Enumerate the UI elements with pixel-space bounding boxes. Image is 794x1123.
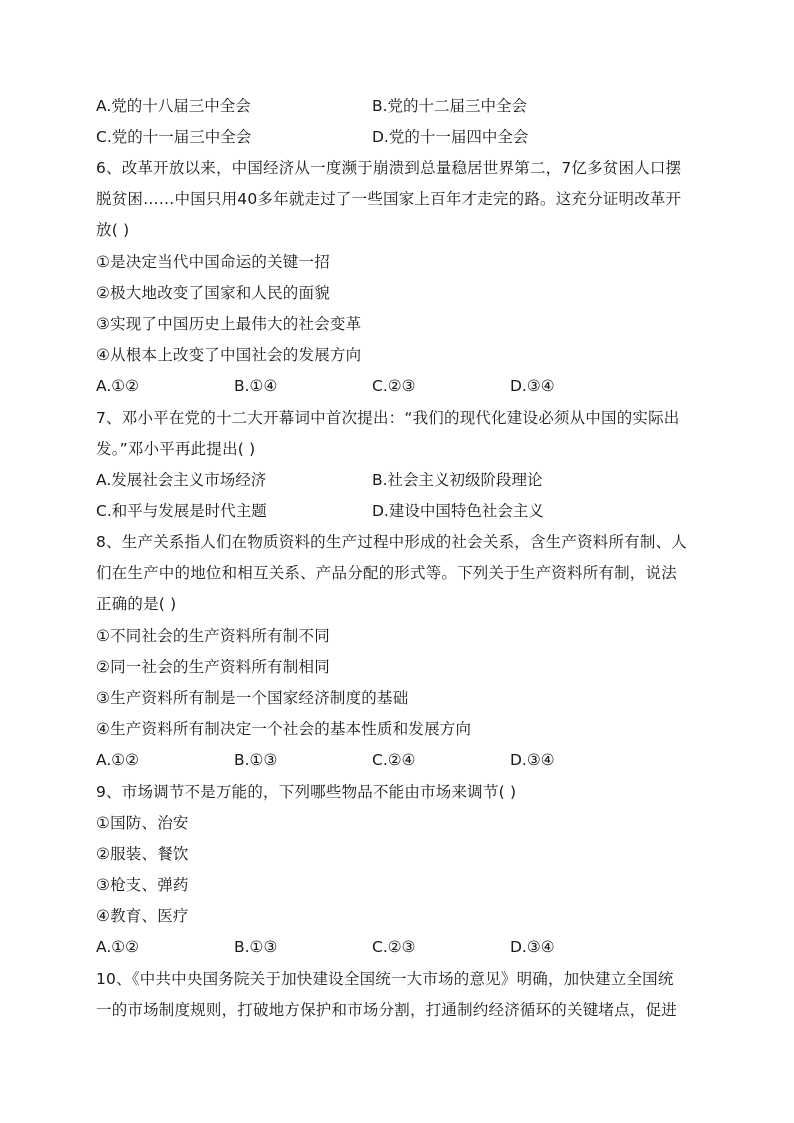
q10-stem-line-1: 10、《中共中央国务院关于加快建设全国统一大市场的意见》明确，加快建立全国统 bbox=[96, 970, 674, 988]
q6-option-c[interactable]: C.②③ bbox=[372, 377, 416, 395]
q9-statement-4: ④教育、医疗 bbox=[96, 907, 189, 925]
q8-option-d[interactable]: D.③④ bbox=[510, 751, 555, 769]
q9-statement-2: ②服装、餐饮 bbox=[96, 845, 189, 863]
q7-options-row-1 bbox=[96, 470, 716, 490]
q8-option-c[interactable]: C.②④ bbox=[372, 751, 416, 769]
q8-statement-3: ③生产资料所有制是一个国家经济制度的基础 bbox=[96, 689, 409, 707]
q8-option-b[interactable]: B.①③ bbox=[234, 751, 278, 769]
q5-option-d[interactable]: D.党的十一届四中全会 bbox=[372, 128, 529, 146]
q6-statement-3: ③实现了中国历史上最伟大的社会变革 bbox=[96, 315, 362, 333]
q8-stem-line-3: 正确的是( ) bbox=[96, 595, 177, 613]
q8-option-a[interactable]: A.①② bbox=[96, 751, 140, 769]
q6-option-b[interactable]: B.①④ bbox=[234, 377, 278, 395]
q9-option-a[interactable]: A.①② bbox=[96, 938, 140, 956]
q5-options-row-2 bbox=[96, 127, 716, 147]
q6-option-d[interactable]: D.③④ bbox=[510, 377, 555, 395]
q7-stem-line-1: 7、邓小平在党的十二大开幕词中首次提出：“我们的现代化建设必须从中国的实际出 bbox=[96, 409, 680, 427]
q5-option-c[interactable]: C.党的十一届三中全会 bbox=[96, 128, 252, 146]
q9-option-d[interactable]: D.③④ bbox=[510, 938, 555, 956]
q7-stem-line-2: 发。”邓小平再此提出( ) bbox=[96, 440, 256, 458]
q6-statement-2: ②极大地改变了国家和人民的面貌 bbox=[96, 284, 330, 302]
q7-option-d[interactable]: D.建设中国特色社会主义 bbox=[372, 502, 544, 520]
q6-statement-4: ④从根本上改变了中国社会的发展方向 bbox=[96, 346, 362, 364]
q7-options-row-2 bbox=[96, 501, 716, 521]
q9-statement-3: ③枪支、弹药 bbox=[96, 876, 189, 894]
q9-option-c[interactable]: C.②③ bbox=[372, 938, 416, 956]
q9-option-b[interactable]: B.①③ bbox=[234, 938, 278, 956]
q9-stem-line-1: 9、市场调节不是万能的，下列哪些物品不能由市场来调节( ) bbox=[96, 783, 517, 801]
q6-stem-line-3: 放( ) bbox=[96, 221, 130, 239]
q8-statement-4: ④生产资料所有制决定一个社会的基本性质和发展方向 bbox=[96, 720, 472, 738]
q8-statement-2: ②同一社会的生产资料所有制相同 bbox=[96, 658, 330, 676]
q7-option-b[interactable]: B.社会主义初级阶段理论 bbox=[372, 471, 543, 489]
q5-option-a[interactable]: A.党的十八届三中全会 bbox=[96, 97, 251, 115]
q7-option-c[interactable]: C.和平与发展是时代主题 bbox=[96, 502, 267, 520]
q6-statement-1: ①是决定当代中国命运的关键一招 bbox=[96, 253, 330, 271]
q5-options-row-1 bbox=[96, 96, 716, 116]
q5-option-b[interactable]: B.党的十二届三中全会 bbox=[372, 97, 528, 115]
q10-stem-line-2: 一的市场制度规则，打破地方保护和市场分割，打通制约经济循环的关键堵点，促进 bbox=[96, 1001, 677, 1019]
q9-statement-1: ①国防、治安 bbox=[96, 814, 189, 832]
q6-stem-line-2: 脱贫困……中国只用40多年就走过了一些国家上百年才走完的路。这充分证明改革开 bbox=[96, 190, 682, 208]
q8-statement-1: ①不同社会的生产资料所有制不同 bbox=[96, 627, 330, 645]
q7-option-a[interactable]: A.发展社会主义市场经济 bbox=[96, 471, 267, 489]
q6-stem-line-1: 6、改革开放以来，中国经济从一度濒于崩溃到总量稳居世界第二，7亿多贫困人口摆 bbox=[96, 159, 682, 177]
q8-stem-line-1: 8、生产关系指人们在物质资料的生产过程中形成的社会关系，含生产资料所有制、人 bbox=[96, 533, 687, 551]
q8-stem-line-2: 们在生产中的地位和相互关系、产品分配的形式等。下列关于生产资料所有制，说法 bbox=[96, 564, 677, 582]
q6-options-row bbox=[96, 376, 716, 396]
q9-options-row bbox=[96, 937, 716, 957]
q6-option-a[interactable]: A.①② bbox=[96, 377, 140, 395]
q8-options-row bbox=[96, 750, 716, 770]
